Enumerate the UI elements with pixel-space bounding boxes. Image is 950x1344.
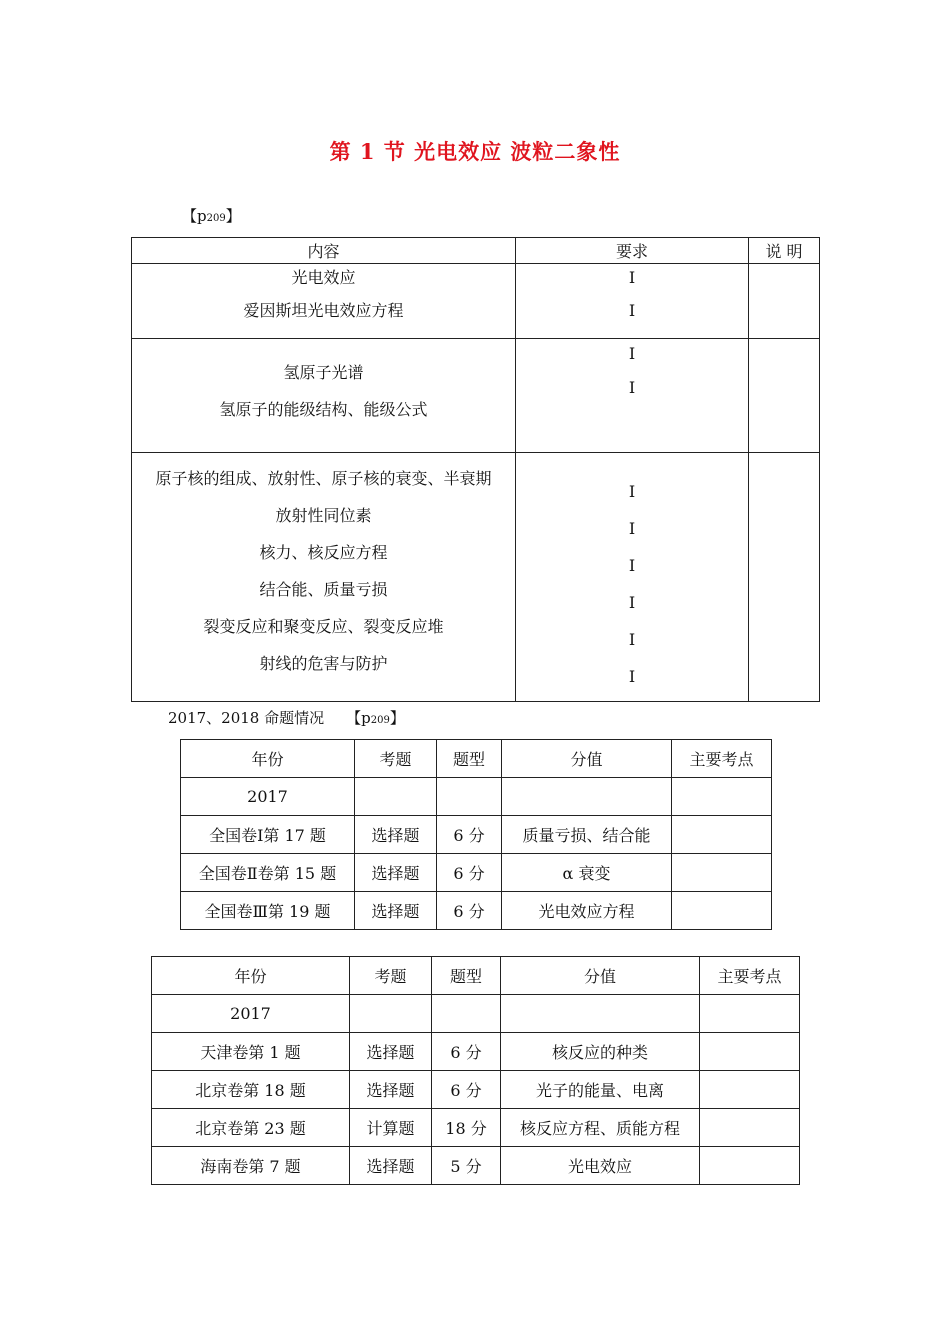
- header-requirement: 要求: [516, 238, 749, 264]
- ref-p: p: [197, 207, 207, 225]
- content-item: 光电效应: [291, 268, 356, 287]
- table-row: [152, 1071, 800, 1109]
- level-value: I: [628, 667, 636, 686]
- level-value: I: [628, 268, 636, 287]
- header-key-points: 主要考点: [700, 957, 800, 995]
- content-item: 裂变反应和聚变反应、裂变反应堆: [203, 617, 444, 636]
- ref-close-bracket: 】: [389, 709, 405, 727]
- cell: 全国卷Ⅲ第 19 题: [181, 892, 355, 930]
- page-reference: [182, 205, 241, 226]
- cell: 选择题: [355, 816, 437, 854]
- cell: 质量亏损、结合能: [502, 816, 672, 854]
- content-item: 爱因斯坦光电效应方程: [243, 301, 404, 320]
- table-row: [132, 453, 820, 702]
- cell: 核反应方程、质能方程: [501, 1109, 700, 1147]
- table-row: [152, 1033, 800, 1071]
- cell: 选择题: [350, 1033, 432, 1071]
- cell: [672, 892, 772, 930]
- cell: 选择题: [350, 1147, 432, 1185]
- content-item: 氢原子光谱: [283, 363, 364, 382]
- exam-caption: [168, 707, 405, 728]
- cell: [700, 1033, 800, 1071]
- ref-open-bracket: 【: [346, 709, 362, 727]
- cell: 6 分: [437, 854, 502, 892]
- cell: [700, 995, 800, 1033]
- cell: 全国卷Ⅰ第 17 题: [181, 816, 355, 854]
- table-header-row: [152, 957, 800, 995]
- table-row: [152, 1109, 800, 1147]
- ref-page-number: 209: [370, 715, 390, 726]
- header-note: 说 明: [749, 238, 820, 264]
- table-header-row: [181, 740, 772, 778]
- header-key-points: 主要考点: [672, 740, 772, 778]
- cell: [437, 778, 502, 816]
- level-value: I: [628, 593, 636, 612]
- cell: 2017: [181, 778, 355, 816]
- table-row: [181, 778, 772, 816]
- cell: 计算题: [350, 1109, 432, 1147]
- cell: 海南卷第 7 题: [152, 1147, 350, 1185]
- level-value: I: [628, 519, 636, 538]
- header-year: 年份: [181, 740, 355, 778]
- requirements-table: [131, 237, 820, 702]
- cell: 6 分: [432, 1071, 501, 1109]
- note-cell: [749, 339, 820, 453]
- cell: 6 分: [432, 1033, 501, 1071]
- header-year: 年份: [152, 957, 350, 995]
- cell: [700, 1109, 800, 1147]
- table-row: [132, 264, 820, 339]
- level-cell: [516, 264, 749, 339]
- cell: [502, 778, 672, 816]
- cell: α 衰变: [502, 854, 672, 892]
- content-item: 原子核的组成、放射性、原子核的衰变、半衰期: [155, 469, 492, 488]
- table-row: [181, 816, 772, 854]
- header-type: 题型: [437, 740, 502, 778]
- cell: 5 分: [432, 1147, 501, 1185]
- level-value: I: [628, 482, 636, 501]
- cell: [501, 995, 700, 1033]
- content-item: 射线的危害与防护: [259, 654, 388, 673]
- note-cell: [749, 453, 820, 702]
- cell: 核反应的种类: [501, 1033, 700, 1071]
- exam-table-1: [180, 739, 772, 930]
- cell: 2017: [152, 995, 350, 1033]
- cell: 北京卷第 23 题: [152, 1109, 350, 1147]
- level-value: I: [628, 378, 636, 397]
- cell: [432, 995, 501, 1033]
- header-score: 分值: [502, 740, 672, 778]
- content-item: 核力、核反应方程: [259, 543, 388, 562]
- ref-close-bracket: 】: [225, 207, 241, 225]
- header-score: 分值: [501, 957, 700, 995]
- table-row: [152, 995, 800, 1033]
- table-row: [132, 339, 820, 453]
- cell: 全国卷Ⅱ卷第 15 题: [181, 854, 355, 892]
- level-cell: [516, 339, 749, 453]
- cell: 18 分: [432, 1109, 501, 1147]
- header-question: 考题: [350, 957, 432, 995]
- level-cell: [516, 453, 749, 702]
- table-header-row: [132, 238, 820, 264]
- table-row: [181, 892, 772, 930]
- level-value: I: [628, 556, 636, 575]
- table-row: [152, 1147, 800, 1185]
- cell: [672, 854, 772, 892]
- ref-p: p: [361, 709, 371, 727]
- content-cell: [132, 453, 516, 702]
- ref-page-number: 209: [206, 213, 226, 224]
- content-cell: [132, 339, 516, 453]
- cell: 光电效应: [501, 1147, 700, 1185]
- content-cell: [132, 264, 516, 339]
- cell: [700, 1147, 800, 1185]
- level-value: I: [628, 301, 636, 320]
- header-type: 题型: [432, 957, 501, 995]
- exam-table-2: [151, 956, 800, 1185]
- table-row: [181, 854, 772, 892]
- content-item: 结合能、质量亏损: [259, 580, 388, 599]
- cell: 选择题: [350, 1071, 432, 1109]
- exam-caption-text: 2017、2018 命题情况: [168, 709, 325, 727]
- note-cell: [749, 264, 820, 339]
- cell: [700, 1071, 800, 1109]
- cell: 选择题: [355, 854, 437, 892]
- content-item: 放射性同位素: [275, 506, 372, 525]
- ref-open-bracket: 【: [182, 207, 198, 225]
- header-question: 考题: [355, 740, 437, 778]
- header-content: 内容: [132, 238, 516, 264]
- cell: 6 分: [437, 816, 502, 854]
- cell: [672, 778, 772, 816]
- cell: [350, 995, 432, 1033]
- content-item: 氢原子的能级结构、能级公式: [219, 400, 428, 419]
- page-title: 第 1 节 光电效应 波粒二象性: [329, 139, 621, 164]
- cell: [672, 816, 772, 854]
- cell: 光电效应方程: [502, 892, 672, 930]
- cell: 天津卷第 1 题: [152, 1033, 350, 1071]
- level-value: I: [628, 344, 636, 363]
- cell: [355, 778, 437, 816]
- cell: 北京卷第 18 题: [152, 1071, 350, 1109]
- level-value: I: [628, 630, 636, 649]
- cell: 6 分: [437, 892, 502, 930]
- cell: 选择题: [355, 892, 437, 930]
- cell: 光子的能量、电离: [501, 1071, 700, 1109]
